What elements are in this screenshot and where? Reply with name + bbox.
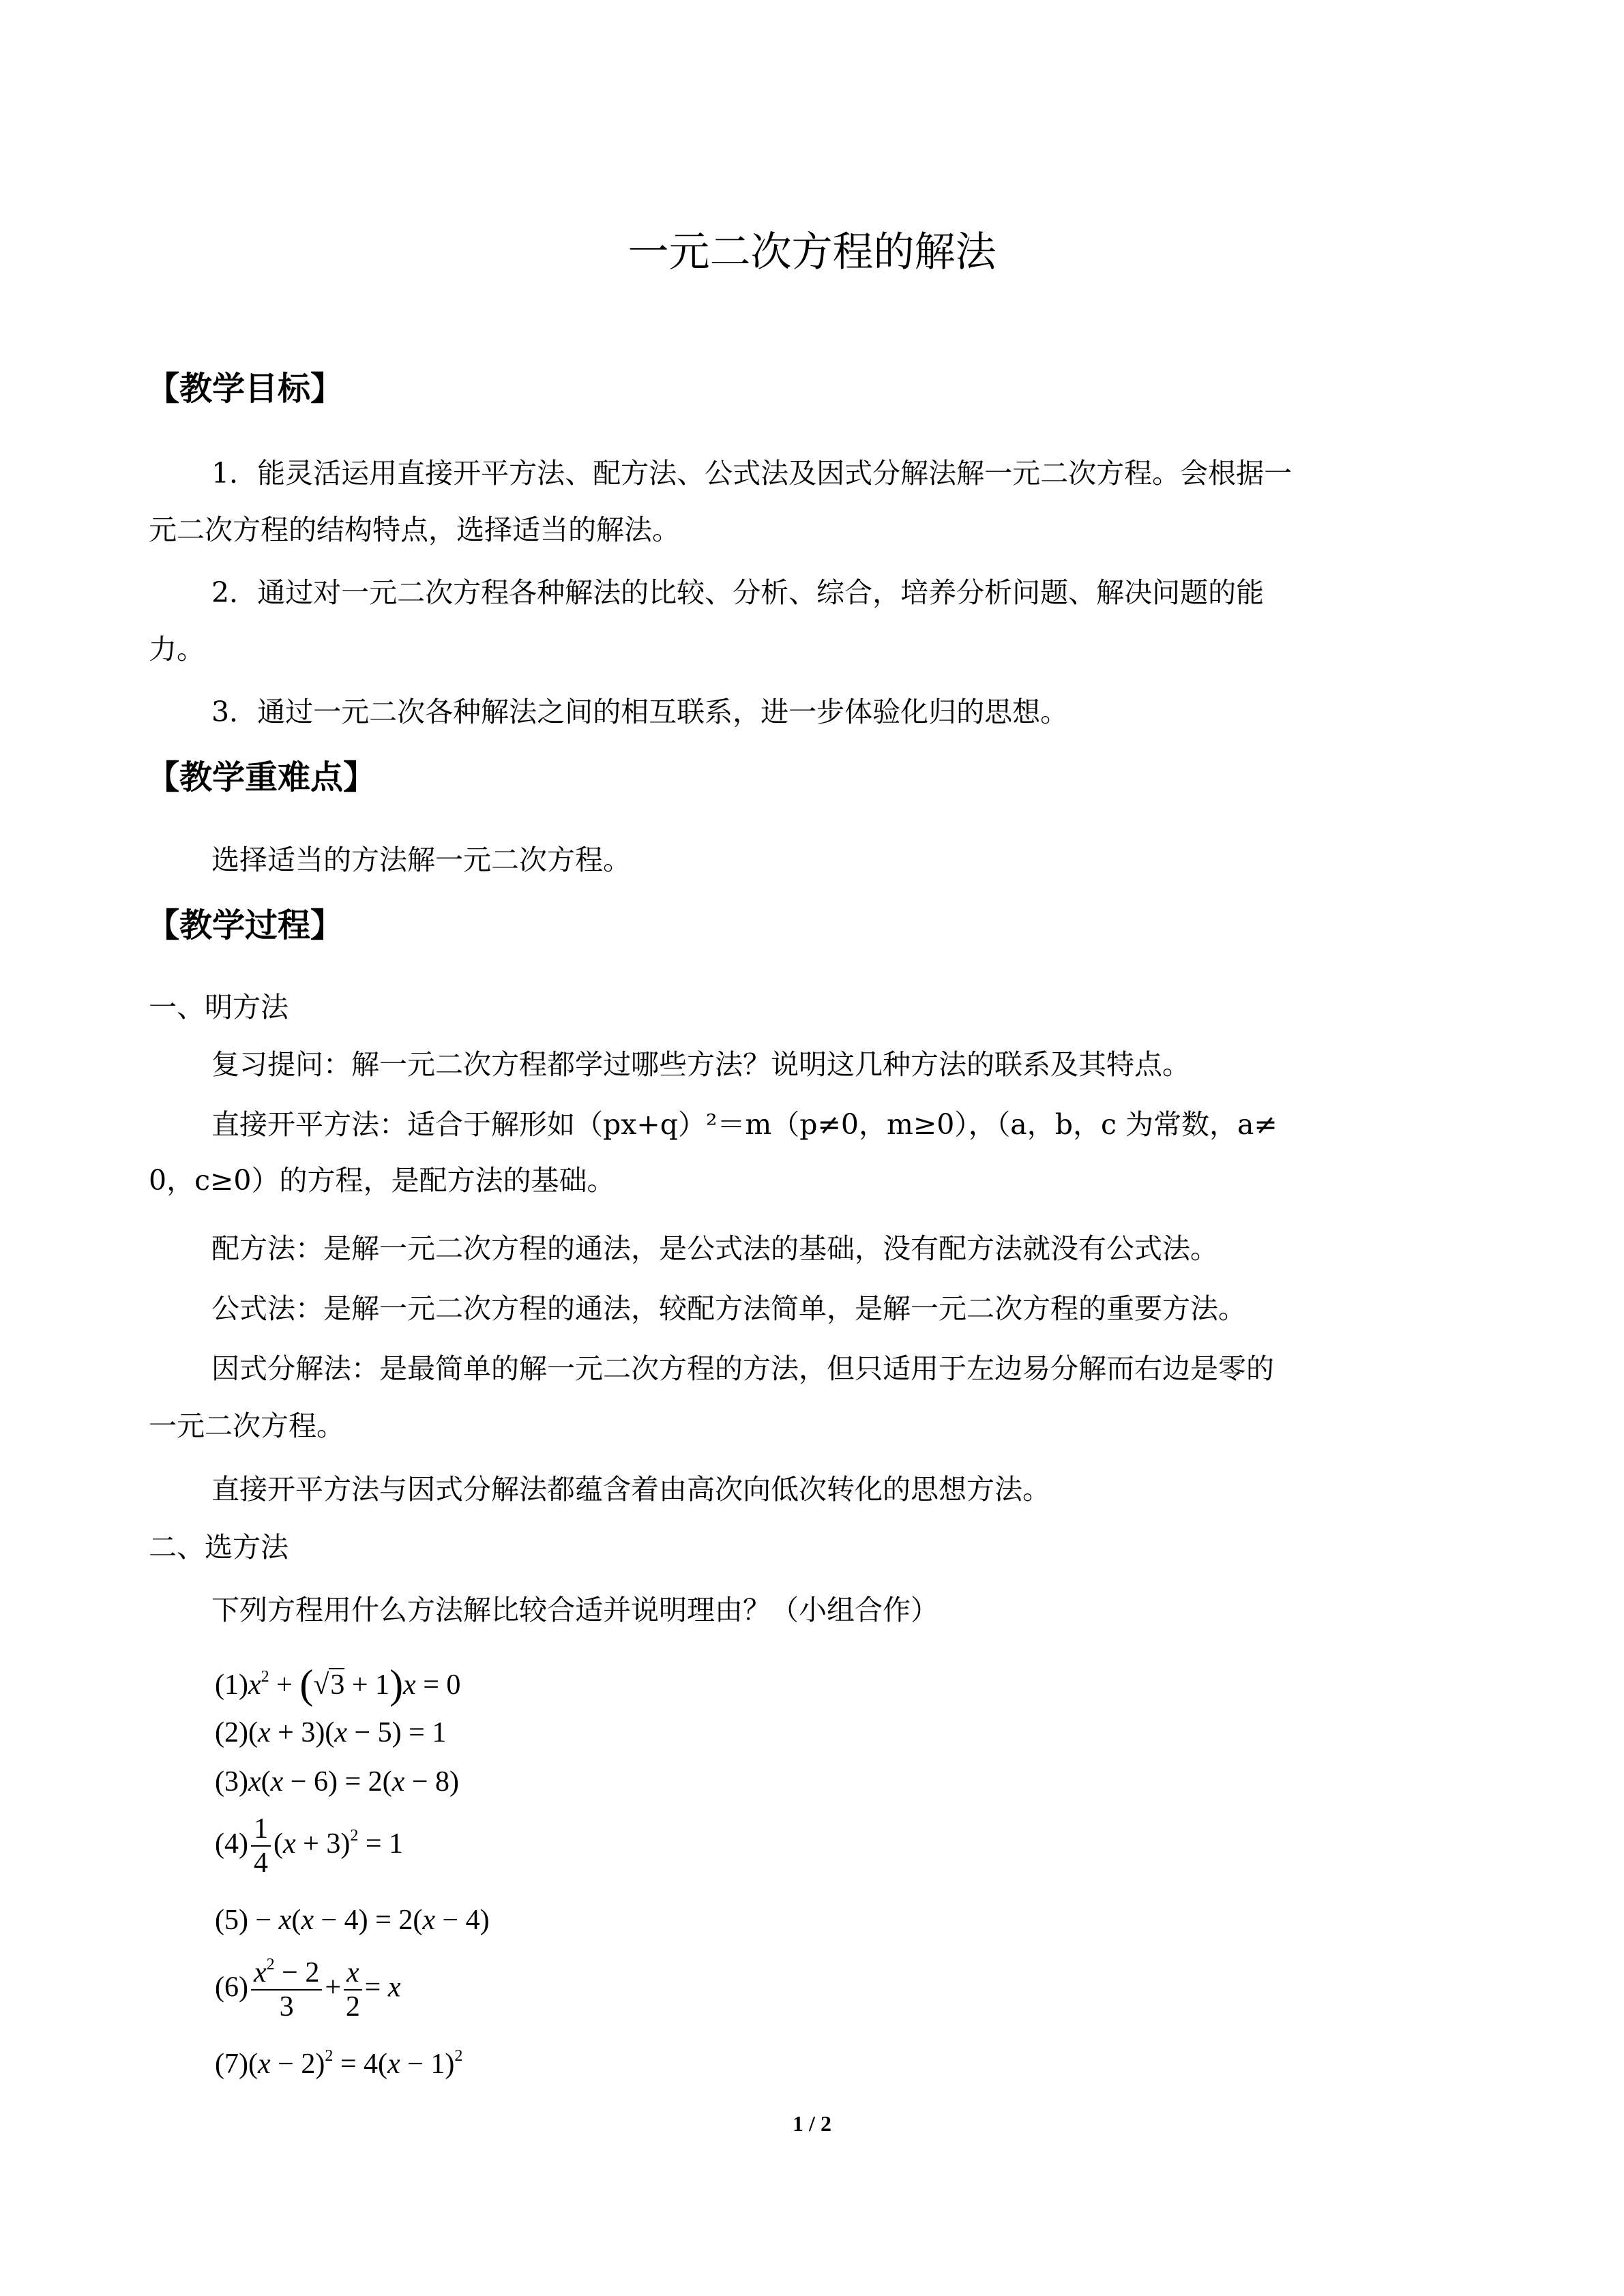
completing-square-text: 配方法：是解一元二次方程的通法，是公式法的基础，没有配方法就没有公式法。 <box>211 1232 1218 1265</box>
equation-2: (2)(x + 3)(x − 5) = 1 <box>215 1717 447 1748</box>
methods-summary: 直接开平方法与因式分解法都蕴含着由高次向低次转化的思想方法。 <box>211 1473 1050 1506</box>
objective-2-line-1: 2．通过对一元二次方程各种解法的比较、分析、综合，培养分析问题、解决问题的能 <box>211 576 1265 609</box>
document-title: 一元二次方程的解法 <box>628 228 996 276</box>
key-points-text: 选择适当的方法解一元二次方程。 <box>211 844 631 876</box>
factoring-line-1: 因式分解法：是最简单的解一元二次方程的方法，但只适用于左边易分解而右边是零的 <box>211 1352 1274 1385</box>
objective-1-line-1: 1．能灵活运用直接开平方法、配方法、公式法及因式分解法解一元二次方程。会根据一 <box>211 457 1293 490</box>
objective-2-line-2: 力。 <box>149 633 205 666</box>
equation-7: $(7)(x - 2)^2 = 4(x - 1)^2$ <box>215 2047 463 2080</box>
equation-2-label: (2) <box>215 1717 248 1748</box>
objective-1-line-2: 元二次方程的结构特点，选择适当的解法。 <box>149 513 680 546</box>
part2-prompt: 下列方程用什么方法解比较合适并说明理由？（小组合作） <box>211 1594 939 1626</box>
factoring-line-2: 一元二次方程。 <box>149 1410 344 1442</box>
process-heading: 【教学过程】 <box>147 906 344 944</box>
equation-1: $(1)x^2 + (√3 + 1)x = 0$ <box>215 1662 461 1707</box>
part2-heading: 二、选方法 <box>149 1531 289 1564</box>
review-question: 复习提问：解一元二次方程都学过哪些方法？说明这几种方法的联系及其特点。 <box>211 1048 1190 1081</box>
equation-5-label: (5) <box>215 1905 248 1936</box>
equation-4: (4) $\frac{1}{4}$ $(x + 3)^2 = 1$ <box>215 1813 404 1879</box>
equation-5: (5) − x(x − 4) = 2(x − 4) <box>215 1905 490 1936</box>
equation-6-label: (6) <box>215 1971 248 2003</box>
page-number: 1 / 2 <box>793 2111 831 2136</box>
objective-3-line-1: 3．通过一元二次各种解法之间的相互联系，进一步体验化归的思想。 <box>211 696 1069 728</box>
direct-method-line-2: 0，c≥0）的方程，是配方法的基础。 <box>149 1164 615 1197</box>
equation-3: (3)x(x − 6) = 2(x − 8) <box>215 1766 459 1798</box>
part1-heading: 一、明方法 <box>149 991 289 1024</box>
equation-6: (6) $\frac{x^2 - 2}{3}$ + $\frac{x}{2}$ = x <box>215 1956 401 2023</box>
equation-4-label: (4) <box>215 1828 248 1860</box>
formula-method-text: 公式法：是解一元二次方程的通法，较配方法简单，是解一元二次方程的重要方法。 <box>211 1292 1246 1325</box>
key-points-heading: 【教学重难点】 <box>147 758 377 796</box>
objectives-heading: 【教学目标】 <box>147 370 344 408</box>
equation-1-label: (1) <box>215 1669 248 1701</box>
equation-3-label: (3) <box>215 1766 248 1798</box>
direct-method-line-1: 直接开平方法：适合于解形如（px+q）²＝m（p≠0，m≥0），（a，b，c 为常数，a≠ <box>211 1108 1278 1141</box>
equation-7-label: (7) <box>215 2048 248 2080</box>
